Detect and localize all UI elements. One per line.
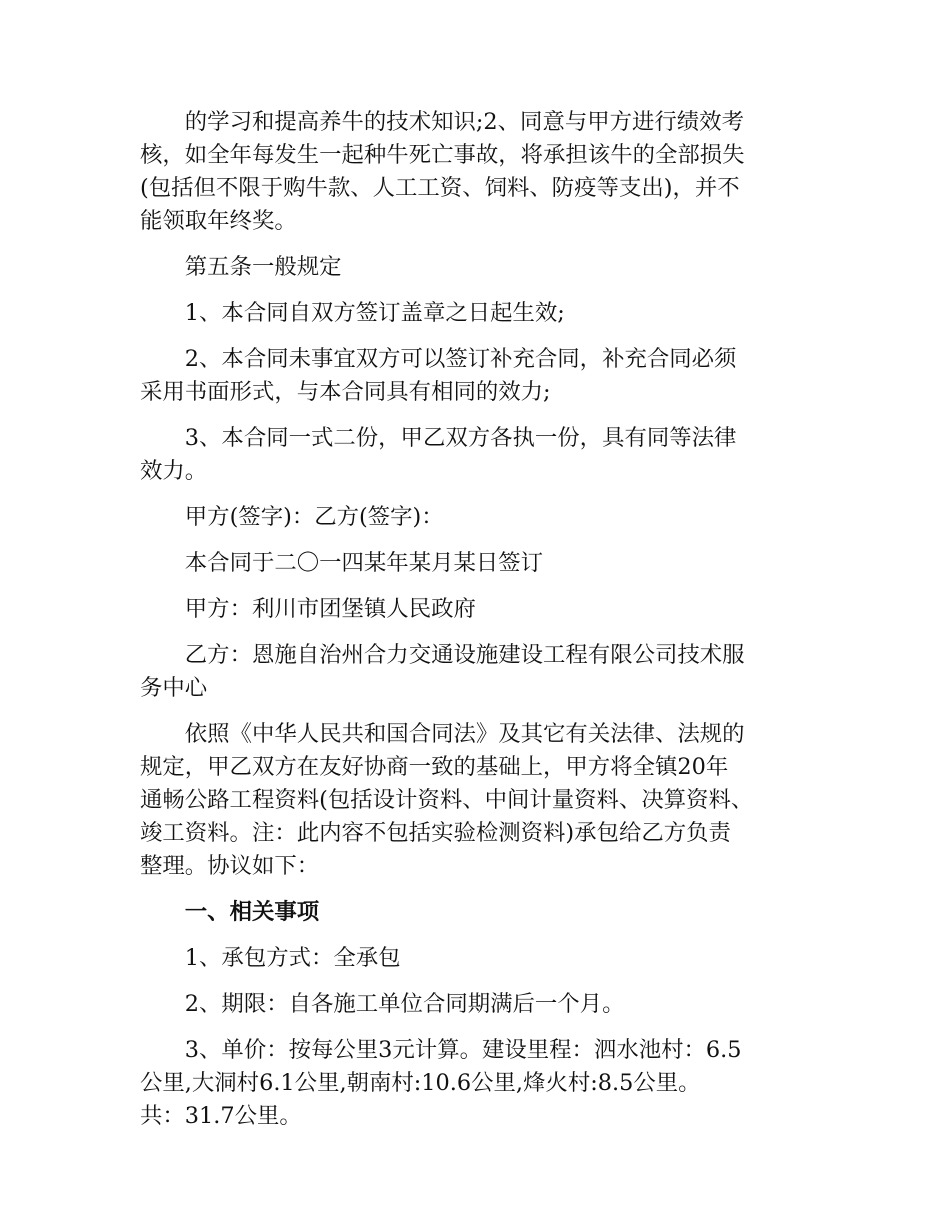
- text-line: 共：31.7公里。: [140, 1103, 302, 1129]
- text-line: 整理。协议如下：: [140, 853, 320, 879]
- text-line: 规定，甲乙双方在友好协商一致的基础上，甲方将全镇20年: [140, 754, 729, 780]
- text-line: 能领取年终奖。: [140, 208, 297, 234]
- paragraph: [140, 106, 812, 238]
- text-line: 2、期限：自各施工单位合同期满后一个月。: [184, 991, 625, 1017]
- paragraph: [140, 1034, 812, 1133]
- text-line: 1、本合同自双方签订盖章之日起生效;: [184, 300, 565, 326]
- text-line: 务中心: [140, 675, 208, 701]
- text-line: 竣工资料。注：此内容不包括实验检测资料)承包给乙方负责: [140, 820, 731, 846]
- text-line: (包括但不限于购牛款、人工工资、饲料、防疫等支出)，并不: [140, 175, 740, 201]
- text-line: 核，如全年每发生一起种牛死亡事故，将承担该牛的全部损失: [140, 142, 745, 168]
- paragraph: [140, 547, 812, 580]
- paragraph: [140, 593, 812, 626]
- text-line: 通畅公路工程资料(包括设计资料、中间计量资料、决算资料、: [140, 787, 754, 813]
- text-line: 的学习和提高养牛的技术知识;2、同意与甲方进行绩效考: [184, 109, 744, 135]
- paragraph: [140, 942, 812, 975]
- text-line: 2、本合同未事宜双方可以签订补充合同，补充合同必须: [184, 346, 737, 372]
- text-line: 一、相关事项: [184, 899, 320, 925]
- document-page: [140, 106, 812, 1146]
- paragraph: [140, 501, 812, 534]
- text-line: 公里,大洞村6.1公里,朝南村:10.6公里,烽火村:8.5公里。: [140, 1070, 701, 1096]
- text-line: 本合同于二〇一四某年某月某日签订: [184, 550, 544, 576]
- text-line: 甲方(签字)：乙方(签字)：: [184, 504, 444, 530]
- text-line: 1、承包方式：全承包: [184, 945, 401, 971]
- paragraph: [140, 297, 812, 330]
- paragraph: [140, 251, 812, 284]
- text-line: 乙方：恩施自治州合力交通设施建设工程有限公司技术服: [184, 642, 745, 668]
- section-heading: [140, 896, 812, 929]
- text-line: 第五条一般规定: [184, 254, 342, 280]
- text-line: 依照《中华人民共和国合同法》及其它有关法律、法规的: [184, 721, 745, 747]
- text-line: 效力。: [140, 458, 208, 484]
- text-line: 甲方：利川市团堡镇人民政府: [184, 596, 476, 622]
- text-line: 采用书面形式，与本合同具有相同的效力;: [140, 379, 551, 405]
- paragraph: [140, 718, 812, 883]
- paragraph: [140, 988, 812, 1021]
- text-line: 3、本合同一式二份，甲乙双方各执一份，具有同等法律: [184, 425, 737, 451]
- paragraph: [140, 343, 812, 409]
- text-line: 3、单价：按每公里3元计算。建设里程：泗水池村：6.5: [184, 1037, 742, 1063]
- paragraph: [140, 639, 812, 705]
- paragraph: [140, 422, 812, 488]
